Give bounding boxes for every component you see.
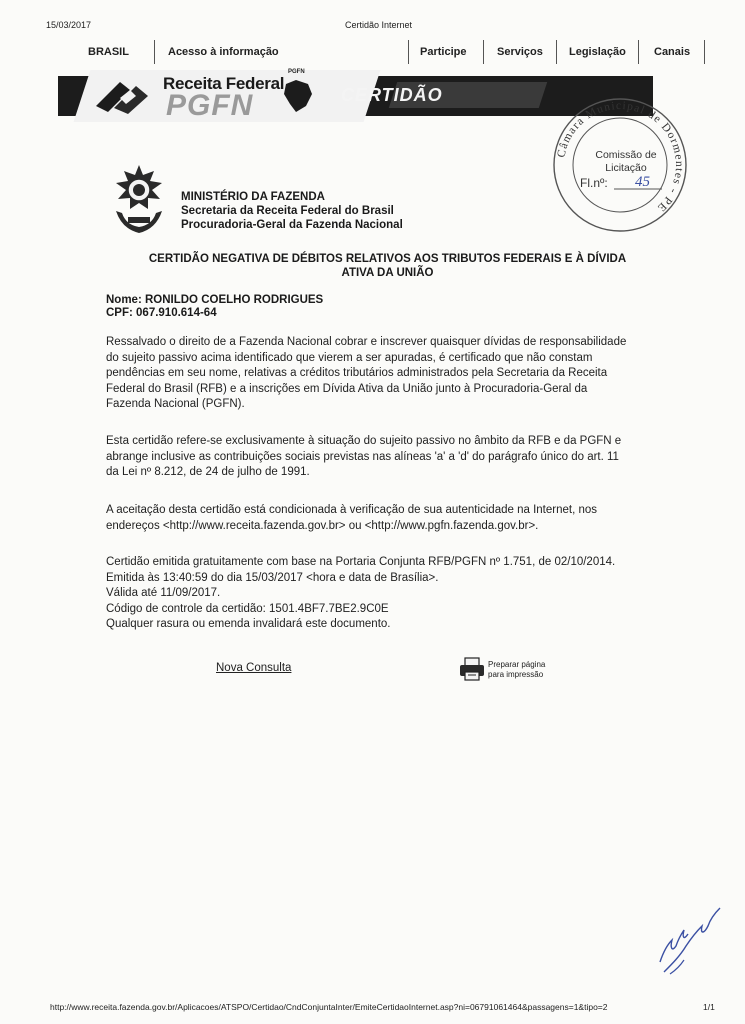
handwritten-signature xyxy=(650,900,730,980)
issue-details xyxy=(106,555,656,633)
issued-at: Emitida às 13:40:59 do dia 15/03/2017 <hora e data de Brasília>. xyxy=(106,571,439,584)
nav-canais[interactable]: Canais xyxy=(654,46,691,58)
nav-divider xyxy=(483,40,484,64)
print-page-title: Certidão Internet xyxy=(345,20,413,30)
erasure-note: Qualquer rasura ou emenda invalidará este documento. xyxy=(106,618,391,631)
nav-divider xyxy=(704,40,705,64)
nav-divider xyxy=(408,40,409,64)
print-page-link[interactable] xyxy=(488,660,545,680)
nav-divider xyxy=(154,40,155,64)
paragraph-certification xyxy=(106,335,656,413)
receita-federal-logo-icon xyxy=(90,76,156,116)
paragraph-line: abrange inclusive as contribuições sociais previstas nas alíneas 'a' a 'd' do parágrafo único do art. 11 xyxy=(106,450,619,463)
paragraph-line: da Lei nº 8.212, de 24 de julho de 1991. xyxy=(106,466,310,479)
printer-icon[interactable] xyxy=(459,656,485,682)
municipal-stamp xyxy=(550,95,690,235)
coat-of-arms-icon xyxy=(108,163,170,235)
pgfn-small-label: PGFN xyxy=(288,69,305,75)
paragraph-line: do sujeito passivo acima identificado que vierem a ser apuradas, é certificado que não constam xyxy=(106,351,593,364)
nav-divider xyxy=(556,40,557,64)
brazil-map-icon xyxy=(280,76,316,114)
stamp-fl-label: Fl.nº: xyxy=(580,176,608,190)
paragraph-line: endereços <http://www.receita.fazenda.gov.br> ou <http://www.pgfn.fazenda.gov.br>. xyxy=(106,519,539,532)
print-date: 15/03/2017 xyxy=(46,20,92,30)
control-code: Código de controle da certidão: 1501.4BF7.7BE2.9C0E xyxy=(106,602,389,615)
nav-legislacao[interactable]: Legislação xyxy=(569,46,626,58)
stamp-line2: Licitação xyxy=(605,162,647,174)
paragraph-line: pendências em seu nome, relativas a créditos tributários administrados pela Secretaria da Receita xyxy=(106,367,608,380)
taxpayer-info xyxy=(106,294,323,320)
issued-free-note: Certidão emitida gratuitamente com base na Portaria Conjunta RFB/PGFN nº 1.751, de 02/10/2014. xyxy=(106,556,616,568)
stamp-line1: Comissão de xyxy=(595,149,657,161)
secretaria-name: Secretaria da Receita Federal do Brasil xyxy=(181,205,394,217)
paragraph-line: Federal do Brasil (RFB) e a inscrições em Dívida Ativa da União junto à Procuradoria-Geral da xyxy=(106,382,588,395)
paragraph-line: A aceitação desta certidão está condicionada à verificação de sua autenticidade na Internet, nos xyxy=(106,504,597,516)
print-label-line: para impressão xyxy=(488,670,544,679)
print-footer-page: 1/1 xyxy=(703,1002,715,1012)
print-label-line: Preparar página xyxy=(488,660,546,669)
receita-federal-label: Receita Federal xyxy=(163,74,285,93)
nav-brasil[interactable]: BRASIL xyxy=(88,46,129,58)
print-footer-url: http://www.receita.fazenda.gov.br/Aplicacoes/ATSPO/Certidao/CndConjuntaInter/EmiteCertidaoInternet.asp?ni=06791061464&passagens=1&tipo=2 xyxy=(50,1002,608,1012)
pgfn-label: PGFN xyxy=(166,89,254,122)
certidao-label: CERTIDÃO xyxy=(341,85,443,105)
stamp-ring-text: Câmara Municipal de Dormentes - PE xyxy=(555,99,686,215)
procuradoria-name: Procuradoria-Geral da Fazenda Nacional xyxy=(181,219,403,231)
nav-servicos[interactable]: Serviços xyxy=(497,46,543,58)
title-line: ATIVA DA UNIÃO xyxy=(341,267,434,279)
paragraph-scope xyxy=(106,434,656,481)
ministry-name: MINISTÉRIO DA FAZENDA xyxy=(181,191,325,203)
nav-participe[interactable]: Participe xyxy=(420,46,467,58)
nav-divider xyxy=(638,40,639,64)
paragraph-line: Esta certidão refere-se exclusivamente à situação do sujeito passivo no âmbito da RFB e da PGFN e xyxy=(106,435,622,447)
certificate-title xyxy=(110,252,665,280)
nav-acesso-informacao[interactable]: Acesso à informação xyxy=(168,46,279,58)
new-query-link[interactable]: Nova Consulta xyxy=(216,662,292,674)
paragraph-authenticity xyxy=(106,503,656,534)
taxpayer-name: Nome: RONILDO COELHO RODRIGUES xyxy=(106,294,324,306)
stamp-fl-value: 45 xyxy=(635,174,650,190)
title-line: CERTIDÃO NEGATIVA DE DÉBITOS RELATIVOS AOS TRIBUTOS FEDERAIS E À DÍVIDA xyxy=(148,253,627,265)
ministry-header xyxy=(181,190,403,232)
taxpayer-cpf: CPF: 067.910.614-64 xyxy=(106,307,217,319)
valid-until: Válida até 11/09/2017. xyxy=(106,587,221,600)
paragraph-line: Fazenda Nacional (PGFN). xyxy=(106,398,245,411)
paragraph-line: Ressalvado o direito de a Fazenda Nacional cobrar e inscrever quaisquer dívidas de responsabilidade xyxy=(106,336,627,348)
gov-nav-bar xyxy=(58,38,708,66)
